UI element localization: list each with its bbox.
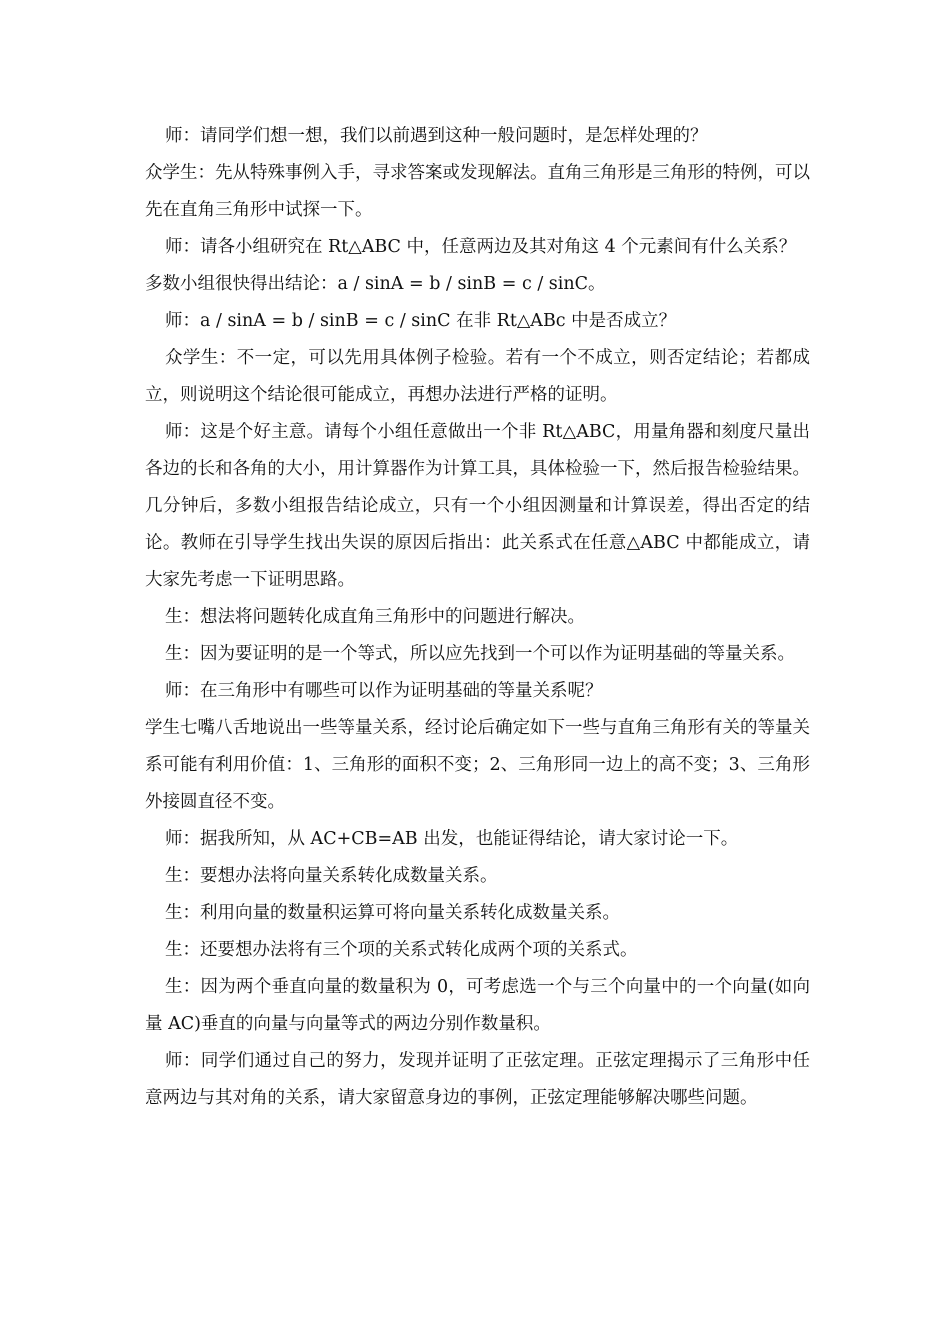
paragraph-student-idea-3: 生：要想办法将向量关系转化成数量关系。 [165, 866, 498, 886]
paragraph-teacher-question-1: 师：请同学们想一想，我们以前遇到这种一般问题时，是怎样处理的？ [165, 126, 708, 146]
paragraph-students-answer-1: 众学生：先从特殊事例入手，寻求答案或发现解法。直角三角形是三角形的特例，可以先在直角三角形中试探一下。 [145, 163, 810, 220]
paragraph-teacher-vector-hint: 师：据我所知，从 AC+CB=AB 出发，也能证得结论，请大家讨论一下。 [165, 829, 739, 849]
paragraph-student-idea-6: 生：因为两个垂直向量的数量积为 0，可考虑选一个与三个向量中的一个向量(如向量 AC)垂直的向量与向量等式的两边分别作数量积。 [145, 977, 810, 1034]
document-body [145, 118, 810, 1117]
paragraph-teacher-question-4: 师：在三角形中有哪些可以作为证明基础的等量关系呢？ [165, 681, 603, 701]
paragraph-student-idea-1: 生：想法将问题转化成直角三角形中的问题进行解决。 [165, 607, 585, 627]
paragraph-groups-report: 几分钟后，多数小组报告结论成立，只有一个小组因测量和计算误差，得出否定的结论。教师在引导学生找出失误的原因后指出：此关系式在任意△ABC 中都能成立，请大家先考虑一下证明思路。 [145, 496, 810, 590]
paragraph-students-answer-2: 众学生：不一定，可以先用具体例子检验。若有一个不成立，则否定结论；若都成立，则说明这个结论很可能成立，再想办法进行严格的证明。 [145, 348, 810, 405]
paragraph-students-discussion: 学生七嘴八舌地说出一些等量关系，经讨论后确定如下一些与直角三角形有关的等量关系可能有利用价值：1、三角形的面积不变；2、三角形同一边上的高不变；3、三角形外接圆直径不变。 [145, 718, 810, 812]
paragraph-teacher-question-3: 师：a / sinA = b / sinB = c / sinC 在非 Rt△ABc 中是否成立？ [165, 311, 677, 331]
paragraph-groups-conclusion: 多数小组很快得出结论：a / sinA = b / sinB = c / sinC。 [145, 274, 606, 294]
paragraph-student-idea-4: 生：利用向量的数量积运算可将向量关系转化成数量关系。 [165, 903, 620, 923]
paragraph-teacher-question-2: 师：请各小组研究在 Rt△ABC 中，任意两边及其对角这 4 个元素间有什么关系？ [165, 237, 797, 257]
paragraph-teacher-summary: 师：同学们通过自己的努力，发现并证明了正弦定理。正弦定理揭示了三角形中任意两边与其对角的关系，请大家留意身边的事例，正弦定理能够解决哪些问题。 [145, 1051, 810, 1108]
paragraph-teacher-instruction: 师：这是个好主意。请每个小组任意做出一个非 Rt△ABC，用量角器和刻度尺量出各边的长和各角的大小，用计算器作为计算工具，具体检验一下，然后报告检验结果。 [145, 422, 810, 479]
paragraph-student-idea-2: 生：因为要证明的是一个等式，所以应先找到一个可以作为证明基础的等量关系。 [165, 644, 795, 664]
paragraph-student-idea-5: 生：还要想办法将有三个项的关系式转化成两个项的关系式。 [165, 940, 638, 960]
